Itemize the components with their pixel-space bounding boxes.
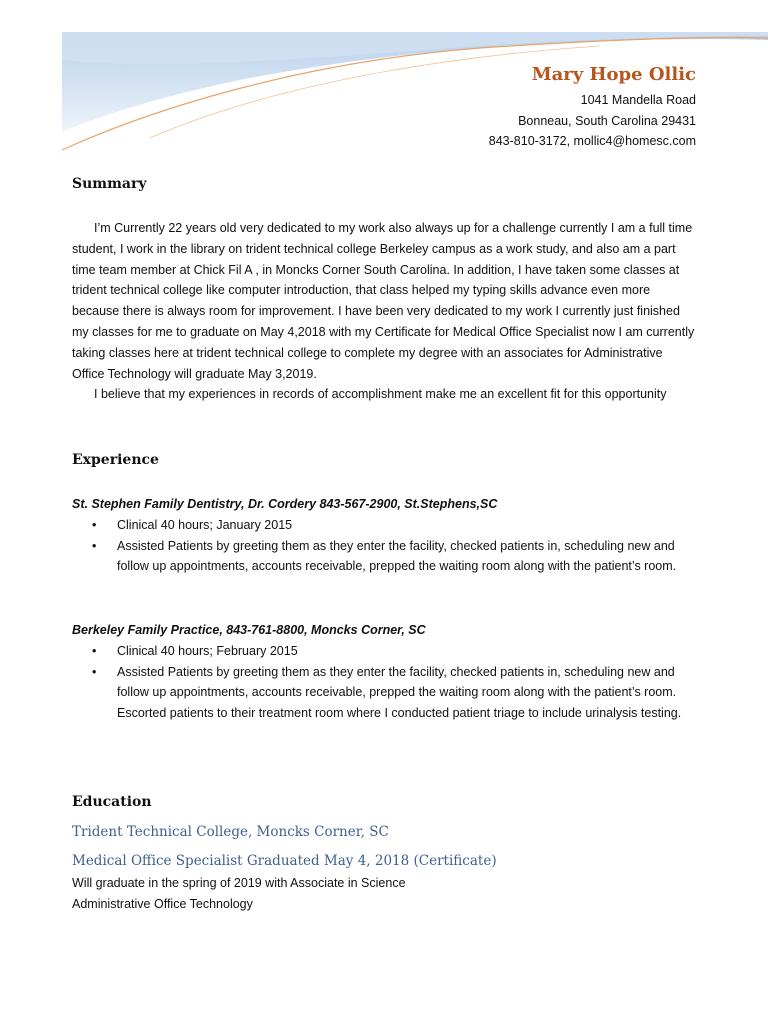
job-entry [72,620,698,724]
bullet-text: Assisted Patients by greeting them as they enter the facility, checked patients in, scheduling new and follow up appointments, accounts receivable, prepped the waiting room along with the patient’s room. [117,538,677,574]
education-line-2: Administrative Office Technology [72,897,253,911]
resume-header [489,64,696,152]
bullet-icon: • [92,517,97,532]
education-heading: Education [72,794,152,810]
job-title: Berkeley Family Practice, 843-761-8800, Moncks Corner, SC [72,623,426,637]
bullet-text: Assisted Patients by greeting them as they enter the facility, checked patients in, scheduling new and follow up appointments, accounts receivable, prepped the waiting room along with the patient’s room. Escorted patients to their treatment room where I conducted patient triage to include urinalysis testing. [117,664,682,721]
address-line-2: Bonneau, South Carolina 29431 [518,113,696,128]
summary-paragraph-1: I’m Currently 22 years old very dedicated to my work also always up for a challenge currently I am a full time student, I work in the library on trident technical college Berkeley campus as a work study, and also am a part time team member at Chick Fil A , in Moncks Corner South Carolina. In addition, I have taken some classes at trident technical college like computer introduction, that class helped my typing skills advance even more because there is always room for improvement. I have been very dedicated to my work I currently just finished my classes for me to graduate on May 4,2018 with my Certificate for Medical Office Specialist now I am currently taking classes here at trident technical college to complete my degree with an associates for Administrative Office Technology will graduate May 3,2019. [72,221,695,381]
bullet-text: Clinical 40 hours; January 2015 [117,517,293,532]
experience-heading: Experience [72,452,159,468]
contact-line: 843-810-3172, mollic4@homesc.com [488,134,696,148]
education-line-1: Will graduate in the spring of 2019 with Associate in Science [72,876,406,890]
summary-paragraph-2: I believe that my experiences in records of accomplishment make me an excellent fit for this opportunity [94,387,667,402]
banner-wave-light [62,32,768,64]
job-title: St. Stephen Family Dentistry, Dr. Cordery 843-567-2900, St.Stephens,SC [72,497,498,511]
bullet-icon: • [92,664,97,679]
job-bullets [72,515,698,577]
summary-heading: Summary [72,176,147,192]
address-line-1: 1041 Mandella Road [580,93,696,107]
job-entry [72,494,698,577]
candidate-name: Mary Hope Ollic [531,64,696,85]
bullet-icon: • [92,643,97,658]
job-bullets [72,641,698,724]
education-credential: Medical Office Specialist Graduated May 4, 2018 (Certificate) [72,853,497,869]
education-school: Trident Technical College, Moncks Corner, SC [72,824,389,840]
list-item [72,536,698,578]
list-item [72,515,698,536]
bullet-icon: • [92,538,97,553]
bullet-text: Clinical 40 hours; February 2015 [117,643,298,658]
summary-body [72,218,698,405]
list-item [72,662,698,724]
list-item [72,641,698,662]
